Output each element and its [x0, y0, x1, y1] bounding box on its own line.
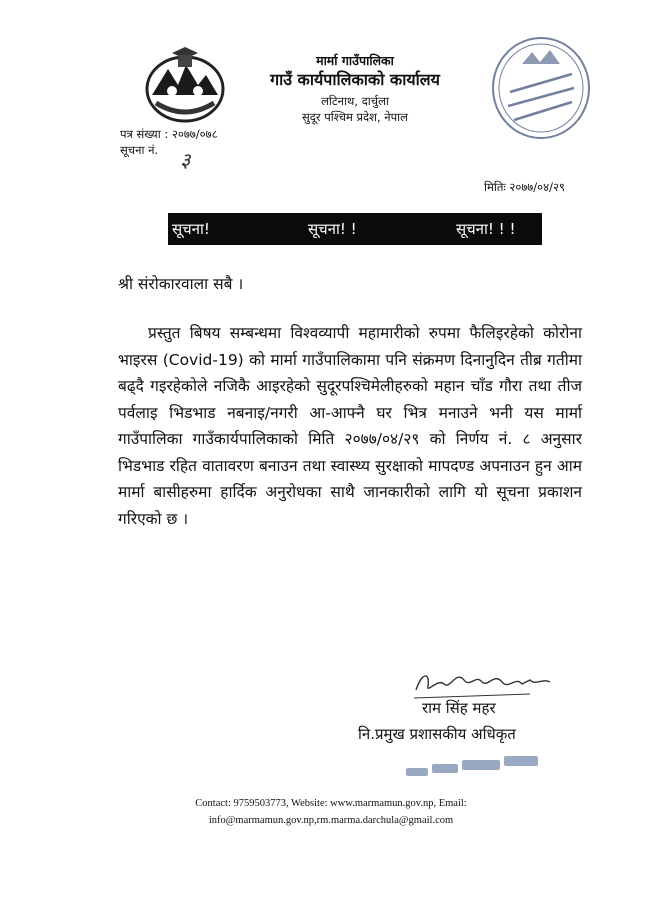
municipality-name: मार्मा गाउँपालिका	[316, 53, 394, 68]
contact-line-1: Contact: 9759503773, Website: www.marmamun.gov.np, Email:	[195, 798, 467, 809]
banner-text-2: सूचना! !	[308, 220, 357, 238]
address-line-2: सुदूर पश्चिम प्रदेश, नेपाल	[302, 110, 408, 124]
letter-number: पत्र संख्या : २०७७/०७८	[120, 127, 218, 141]
notice-number-label: सूचना नं.	[120, 143, 159, 157]
banner-text-3: सूचना! ! !	[456, 220, 516, 238]
official-stamp-icon	[402, 750, 554, 784]
nepal-emblem-icon	[142, 45, 228, 125]
notice-date: मितिः २०७७/०४/२९	[484, 180, 565, 194]
notice-body: प्रस्तुत बिषय सम्बन्धमा विश्वव्यापी महामारीको रुपमा फैलिइरहेको कोरोना भाइरस (Covid-19) को मार्मा गाउँपालिकामा पनि संक्रमण दिनानुदिन तीब्र गतीमा बढ्दै गइरहेकोले नजिकै आइरहेको सुदूरपश्चिमेलीहरुको महान चाँड गौरा तथा तीज पर्वलाइ भिडभाड नबनाइ/नगरी आ-आफ्नै घर भित्र मनाउने भनी यस मार्मा गाउँपालिका गाउँकार्यपालिकाको मिति २०७७/०४/२९ को निर्णय नं. ८ अनुसार भिडभाड रहित वातावरण बनाउन तथा स्वास्थ्य सुरक्षाको मापदण्ड अपनाउन हुन आम मार्मा बासीहरुमा हार्दिक अनुरोधका साथै जानकारीको लागि यो सूचना प्रकाशन गरिएको छ ।	[118, 324, 582, 528]
banner-text-1: सूचना!	[172, 220, 210, 238]
notice-number-value: ३	[180, 148, 191, 172]
contact-line-2: info@marmamun.gov.np,rm.marma.darchula@gmail.com	[208, 815, 454, 826]
address-line-1: लटिनाथ, दार्चुला	[321, 94, 389, 108]
signatory-name: राम सिंह महर	[422, 699, 496, 717]
signatory-title: नि.प्रमुख प्रशासकीय अधिकृत	[358, 725, 516, 743]
salutation: श्री संरोकारवाला सबै ।	[118, 275, 244, 293]
office-name: गाउँ कार्यपालिकाको कार्यालय	[270, 70, 440, 89]
office-seal-icon	[488, 34, 594, 142]
notice-banner	[168, 213, 542, 245]
